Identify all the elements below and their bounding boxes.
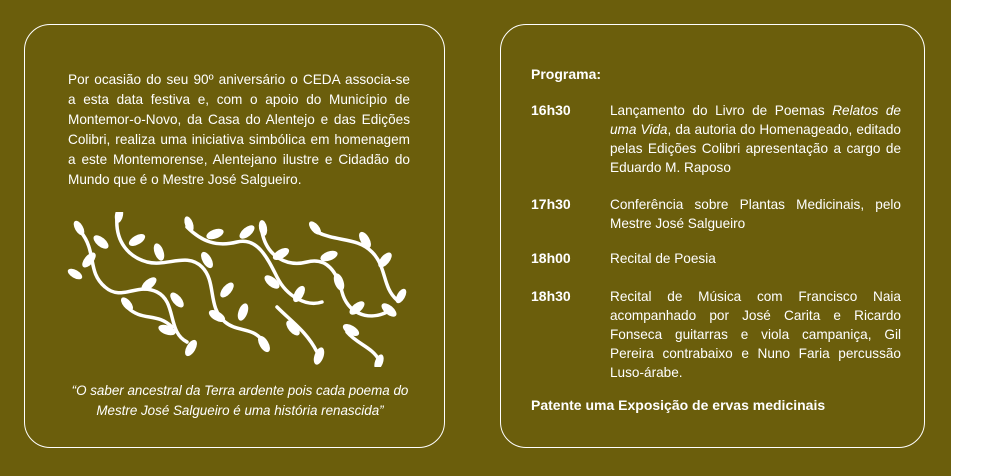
program-description: Recital de Poesia <box>610 251 716 266</box>
quote-text: “O saber ancestral da Terra ardente pois cada poema do Mestre José Salgueiro é uma história renascida” <box>71 383 409 418</box>
program-description: Lançamento do Livro de Poemas Relatos de uma Vida, da autoria do Homenageado, editado pelas Edições Colibri apresentação a cargo de Eduardo M. Raposo <box>610 103 901 175</box>
leafy-vine-icon <box>67 212 413 367</box>
program-time: 18h00 <box>531 250 571 266</box>
program-title: Programa: <box>531 66 602 82</box>
program-time: 18h30 <box>531 288 571 304</box>
right-panel <box>500 24 925 448</box>
program-description: Conferência sobre Plantas Medicinais, pelo Mestre José Salgueiro <box>610 197 901 231</box>
program-time: 17h30 <box>531 196 571 212</box>
left-panel <box>24 24 445 448</box>
program-time: 16h30 <box>531 102 571 118</box>
book-title: Relatos de uma Vida <box>610 103 901 137</box>
program-description: Recital de Música com Francisco Naia acompanhado por José Carita e Ricardo Fonseca guitarras e viola campaniça, Gil Pereira contrabaixo e Nuno Faria percussão Luso-árabe. <box>610 289 901 380</box>
intro-paragraph: Por ocasião do seu 90º aniversário o CEDA associa-se a esta data festiva e, com o apoio do Município de Montemor-o-Novo, da Casa do Alentejo e das Edições Colibri, realiza uma iniciativa simbólica em homenagem a este Montemorense, Alentejano ilustre e Cidadão do Mundo que é o Mestre José Salgueiro. <box>68 72 410 187</box>
exhibition-note: Patente uma Exposição de ervas medicinais <box>531 397 826 413</box>
